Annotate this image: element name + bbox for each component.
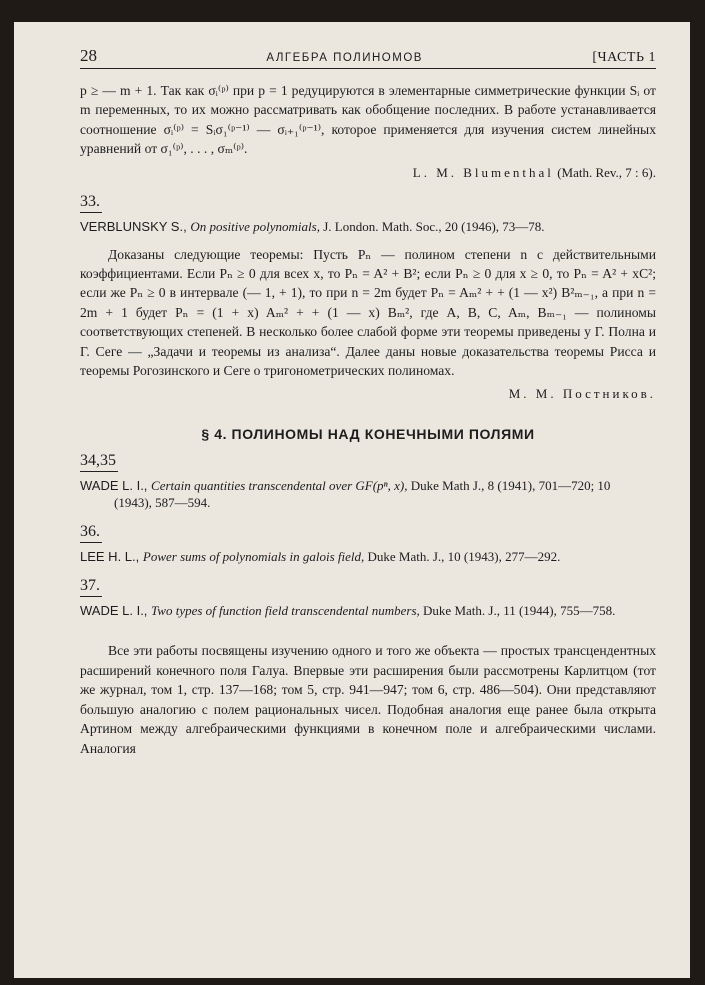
- entry-number-34-35: 34,35: [80, 452, 118, 472]
- page-header: [80, 46, 656, 69]
- book-page: [14, 22, 690, 978]
- reference-37: WADE L. I., Two types of function field transcendental numbers, Duke Math. J., 11 (1944), 755—758.: [80, 603, 616, 619]
- page-number: 28: [80, 46, 97, 65]
- part-label: [ЧАСТЬ 1: [592, 50, 656, 65]
- reference-33: VERBLUNSKY S., On positive polynomials, J. London. Math. Soc., 20 (1946), 73—78.: [80, 218, 545, 234]
- running-title: АЛГЕБРА ПОЛИНОМОВ: [266, 52, 423, 64]
- section-heading: § 4. ПОЛИНОМЫ НАД КОНЕЧНЫМИ ПОЛЯМИ: [201, 426, 535, 443]
- reference-34-35: WADE L. I., Certain quantities transcendental over GF(pⁿ, x), Duke Math J., 8 (1941), 701—720; 10 (1943), 587—594.: [80, 478, 611, 511]
- entry-number-36: 36.: [80, 523, 102, 543]
- review-34-37-paragraph: Все эти работы посвящены изучению одного и того же объекта — простых трансцендентных расширений конечного поля Галуа. Впервые эти расширения были рассмотрены Карлитцом (тот же журнал, том 1, стр. 137—168; том 5, стр. 941—947; том 6, стр. 486—504). Они представляют большую аналогию с полем рациональных чисел. Подобная аналогия еще ранее была открыта Артином между алгебраическими функциями в конечном поле и алгебраическими числами. Аналогия: [80, 643, 656, 756]
- reviewer-signature-1: L. M. Blumenthal (Math. Rev., 7 : 6).: [412, 164, 656, 180]
- entry-number-33: 33.: [80, 193, 102, 213]
- reviewer-signature-2: М. М. Постников.: [508, 386, 656, 402]
- intro-paragraph: p ≥ — m + 1. Так как σᵢ⁽ᵖ⁾ при p = 1 редуцируются в элементарные симметрические функции Sᵢ от m переменных, то их можно рассматривать как обобщение последних. В работе устанавливается соотношение σᵢ⁽ᵖ⁾ = Sᵢσ₁⁽ᵖ⁻¹⁾ — σᵢ₊₁⁽ᵖ⁻¹⁾, которое применяется для изучения систем линейных уравнений от σ₁⁽ᵖ⁾, . . . , σₘ⁽ᵖ⁾.: [80, 83, 656, 157]
- entry-number-37: 37.: [80, 577, 102, 597]
- reference-36: LEE H. L., Power sums of polynomials in galois field, Duke Math. J., 10 (1943), 277—292.: [80, 549, 561, 565]
- review-33-paragraph: Доказаны следующие теоремы: Пусть Pₙ — полином степени n с действительными коэффициентами. Если Pₙ ≥ 0 для всех x, то Pₙ = A² + B²; если Pₙ ≥ 0 для x ≥ 0, то Pₙ = A² + xC²; если же Pₙ ≥ 0 в интервале (— 1, + 1), то при n = 2m будет Pₙ = Aₘ² + + (1 — x²) B²ₘ₋₁, а при n = 2m + 1 будет Pₙ = (1 + x) Aₘ² + + (1 — x) Bₘ², где A, B, C, Aₘ, Bₘ₋₁ — полиномы соответствующих степеней. В несколько более слабой форме эти теоремы приведены у Г. Полна и Г. Сеге — „Задачи и теоремы из анализа“. Далее даны новые доказательства теоремы Рисса и теоремы Рогозинского и Сеге о тригонометрических полиномах.: [80, 246, 656, 379]
